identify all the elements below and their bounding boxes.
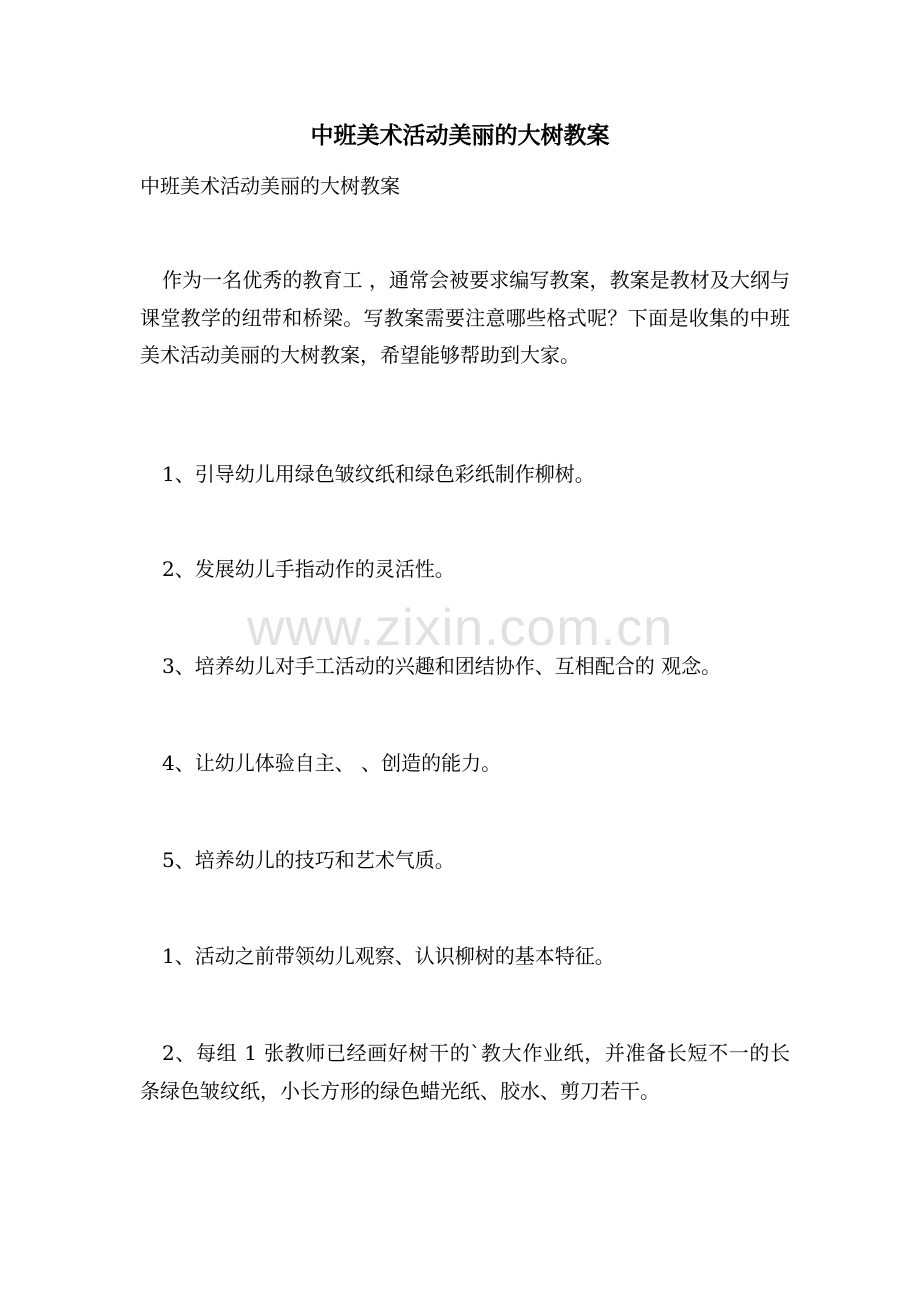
goal-item-3: 3、培养幼儿对手工活动的兴趣和团结协作、互相配合的 观念。	[162, 654, 722, 678]
prep-item-1: 1、活动之前带领幼儿观察、认识柳树的基本特征。	[162, 944, 615, 968]
prep-item-2: 2、每组 1 张教师已经画好树干的`教大作业纸，并准备长短不一的长条绿色皱纹纸，小长方形的绿色蜡光纸、胶水、剪刀若干。	[140, 1041, 790, 1103]
watermark: www.zixin.com.cn	[246, 599, 674, 657]
document-title: 中班美术活动美丽的大树教案	[310, 122, 610, 149]
document-subtitle: 中班美术活动美丽的大树教案	[140, 174, 400, 198]
goal-item-2: 2、发展幼儿手指动作的灵活性。	[162, 557, 455, 581]
goal-item-4: 4、让幼儿体验自主、 、创造的能力。	[162, 751, 502, 775]
goal-item-1: 1、引导幼儿用绿色皱纹纸和绿色彩纸制作柳树。	[162, 462, 595, 486]
intro-paragraph: 作为一名优秀的教育工 ，通常会被要求编写教案，教案是教材及大纲与课堂教学的纽带和桥梁。写教案需要注意哪些格式呢？下面是收集的中班美术活动美丽的大树教案，希望能够帮助到大家。	[140, 268, 790, 367]
goal-item-5: 5、培养幼儿的技巧和艺术气质。	[162, 848, 455, 872]
